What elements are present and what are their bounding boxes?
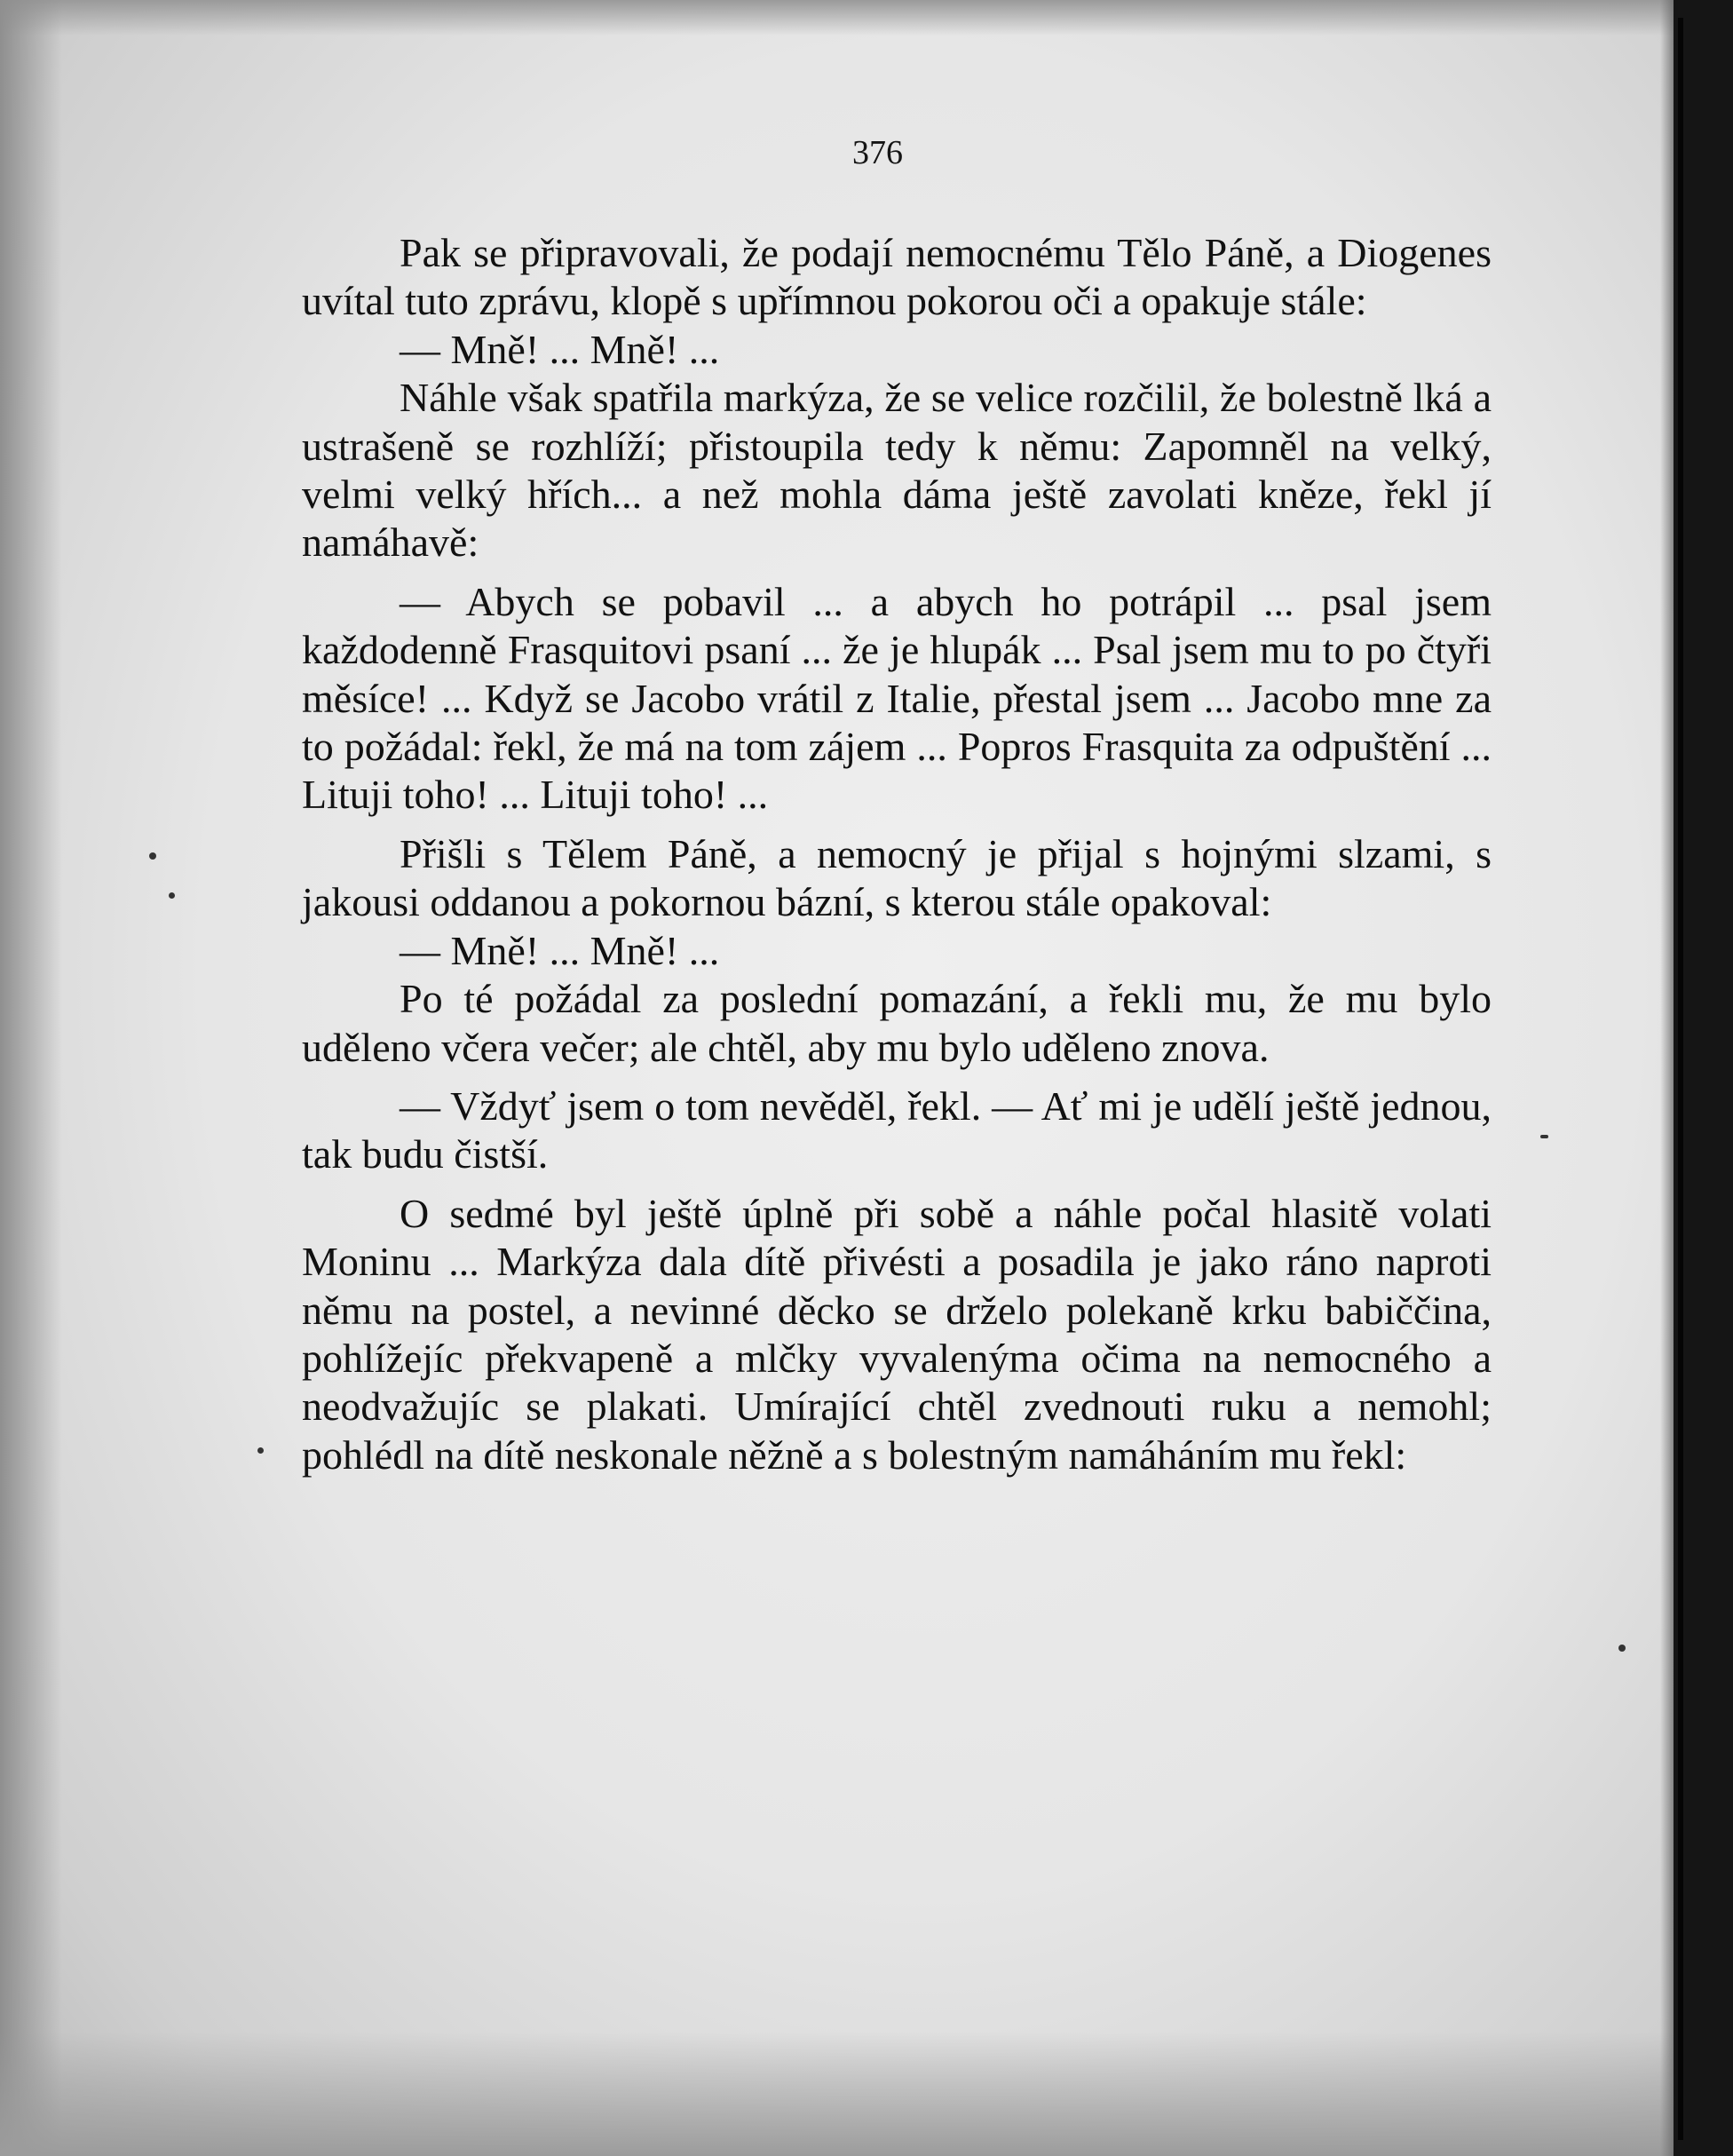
paragraph: Přišli s Tělem Páně, a nemocný je přijal s hojnými slzami, s jakousi oddanou a pokornou bázní, s kterou stále opakoval: xyxy=(302,830,1492,925)
top-edge-shadow xyxy=(0,0,1674,36)
paragraph: Po té požádal za poslední pomazání, a řekli mu, že mu bylo uděleno včera večer; ale chtěl, aby mu bylo uděleno znova. xyxy=(302,976,1492,1070)
print-speck xyxy=(169,892,175,899)
dialogue-line: — Mně! ... Mně! ... xyxy=(400,326,720,372)
right-edge-shadow xyxy=(1660,0,1674,2156)
print-speck xyxy=(257,1447,264,1454)
print-speck xyxy=(149,852,156,860)
paragraph: Pak se připravovali, že podají nemocnému Tělo Páně, a Diogenes uvítal tuto zprávu, klopě s upřímnou pokorou oči a opakuje stále: xyxy=(302,230,1492,324)
paragraph: O sedmé byl ještě úplně při sobě a náhle počal hlasitě volati Moninu ... Markýza dala dítě přivésti a posadila je jako ráno naproti němu na postel, a nevinné děcko se drželo polekaně krku babiččina, pohlížejíc překvapeně a mlčky vyvalenýma očima na nemocného a neodvažujíc se plakati. Umírající chtěl zvednouti ruku a nemohl; pohlédl na dítě neskonale něžně a s bolestným namáháním mu řekl: xyxy=(302,1190,1492,1478)
page-edge-rule xyxy=(1678,18,1683,2140)
print-speck xyxy=(1618,1645,1626,1652)
body-text xyxy=(302,229,1492,1479)
paragraph: Náhle však spatřila markýza, že se velice rozčilil, že bolestně lká a ustrašeně se rozhlíží; přistoupila tedy k němu: Zapomněl na velký, velmi velký hřích... a než mohla dáma ještě zavolati kněze, řekl jí namáhavě: xyxy=(302,375,1492,566)
page-number: 376 xyxy=(852,134,903,171)
dialogue-line: — Mně! ... Mně! ... xyxy=(400,927,720,973)
left-edge-shadow xyxy=(0,0,62,2156)
bottom-edge-shadow xyxy=(0,2032,1674,2156)
print-speck xyxy=(1540,1135,1548,1138)
dialogue-line: — Abych se pobavil ... a abych ho potrápil ... psal jsem každodenně Frasquitovi psaní ... že je hlupák ... Psal jsem mu to po čtyři měsíce! ... Když se Jacobo vrátil z Italie, přestal jsem ... Jacobo mne za to požádal: řekl, že má na tom zájem ... Popros Frasquita za odpuštění ... Lituji toho! ... Lituji toho! ... xyxy=(302,578,1492,818)
dialogue-line: — Vždyť jsem o tom nevěděl, řekl. — Ať mi je udělí ještě jednou, tak budu čistší. xyxy=(302,1082,1492,1177)
